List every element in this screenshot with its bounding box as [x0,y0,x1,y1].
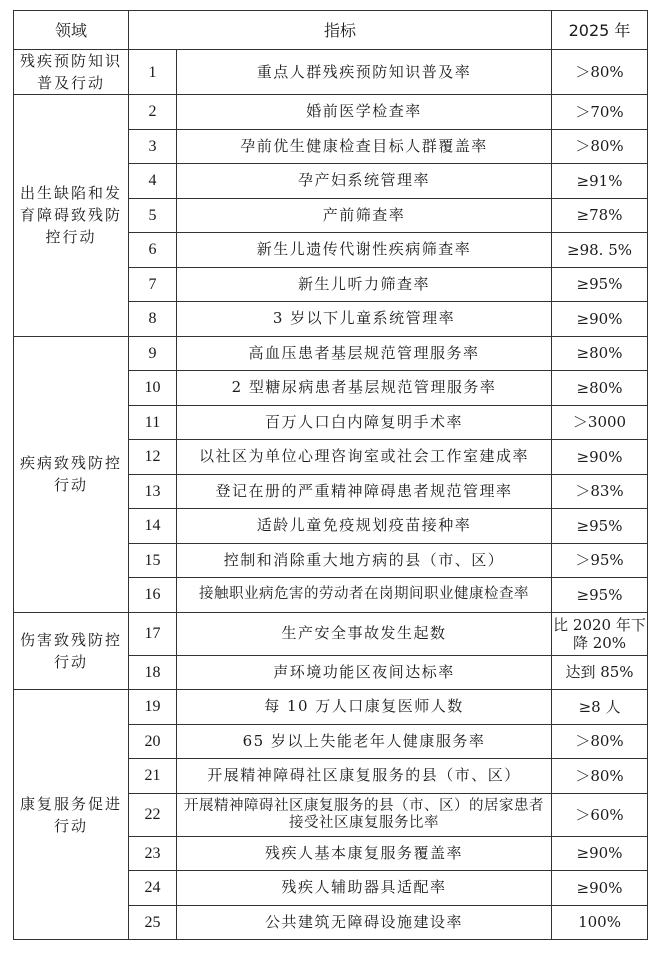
table-header-row [14,11,648,50]
target-value: ≥8 人 [552,690,648,725]
indicator-number: 8 [129,302,177,337]
indicator-number: 5 [129,198,177,233]
area-cell: 康复服务促进行动 [14,690,129,940]
table-row [14,336,648,371]
target-value: ≥78% [552,198,648,233]
target-value: ＞95% [552,543,648,578]
indicator-number: 19 [129,690,177,725]
indicator-number: 21 [129,759,177,794]
target-value: ＞70% [552,95,648,130]
indicator-name: 残疾人基本康复服务覆盖率 [177,836,552,871]
indicator-name: 孕产妇系统管理率 [177,164,552,199]
indicator-number: 18 [129,655,177,690]
indicator-number: 6 [129,233,177,268]
indicator-name: 重点人群残疾预防知识普及率 [177,50,552,95]
indicator-number: 12 [129,440,177,475]
target-value: ≥95% [552,509,648,544]
indicator-name: 百万人口白内障复明手术率 [177,405,552,440]
target-value: 100% [552,905,648,940]
indicator-name: 控制和消除重大地方病的县（市、区） [177,543,552,578]
indicator-number: 16 [129,578,177,613]
target-value: ≥91% [552,164,648,199]
table-row [14,95,648,130]
indicator-name: 新生儿听力筛查率 [177,267,552,302]
target-value: ≥90% [552,871,648,906]
area-cell: 疾病致残防控行动 [14,336,129,612]
target-value: ＞80% [552,129,648,164]
target-value: ≥95% [552,267,648,302]
target-value: ＞83% [552,474,648,509]
indicator-number: 13 [129,474,177,509]
indicator-name: 65 岁以上失能老年人健康服务率 [177,724,552,759]
table-body [14,50,648,940]
indicator-table-container [13,10,648,940]
indicator-number: 2 [129,95,177,130]
target-value: ＞60% [552,793,648,836]
indicator-name: 残疾人辅助器具适配率 [177,871,552,906]
indicator-name: 适龄儿童免疫规划疫苗接种率 [177,509,552,544]
indicator-number: 4 [129,164,177,199]
target-value: ≥98. 5% [552,233,648,268]
indicator-number: 17 [129,612,177,655]
indicator-name: 以社区为单位心理咨询室或社会工作室建成率 [177,440,552,475]
indicator-number: 10 [129,371,177,406]
table-row [14,612,648,655]
target-value: 达到 85% [552,655,648,690]
indicator-table [13,10,648,940]
indicator-number: 9 [129,336,177,371]
indicator-name: 3 岁以下儿童系统管理率 [177,302,552,337]
indicator-number: 3 [129,129,177,164]
indicator-name: 孕前优生健康检查目标人群覆盖率 [177,129,552,164]
indicator-name: 婚前医学检查率 [177,95,552,130]
target-value: ＞80% [552,724,648,759]
indicator-number: 14 [129,509,177,544]
header-indicator: 指标 [129,11,552,50]
target-value: ＞80% [552,50,648,95]
target-value: ≥90% [552,836,648,871]
target-value: ＞3000 [552,405,648,440]
target-value: ＞80% [552,759,648,794]
indicator-number: 7 [129,267,177,302]
indicator-number: 20 [129,724,177,759]
indicator-name: 公共建筑无障碍设施建设率 [177,905,552,940]
indicator-number: 1 [129,50,177,95]
indicator-name: 高血压患者基层规范管理服务率 [177,336,552,371]
indicator-name: 接触职业病危害的劳动者在岗期间职业健康检查率 [177,578,552,613]
indicator-name: 每 10 万人口康复医师人数 [177,690,552,725]
target-value: ≥95% [552,578,648,613]
target-value: ≥90% [552,440,648,475]
target-value: ≥80% [552,336,648,371]
indicator-number: 24 [129,871,177,906]
indicator-number: 25 [129,905,177,940]
header-target: 2025 年 [552,11,648,50]
indicator-number: 11 [129,405,177,440]
area-cell: 残疾预防知识普及行动 [14,50,129,95]
indicator-name: 新生儿遗传代谢性疾病筛查率 [177,233,552,268]
area-cell: 出生缺陷和发育障碍致残防控行动 [14,95,129,337]
indicator-name: 登记在册的严重精神障碍患者规范管理率 [177,474,552,509]
indicator-number: 23 [129,836,177,871]
header-area: 领域 [14,11,129,50]
target-value: ≥90% [552,302,648,337]
target-value: ≥80% [552,371,648,406]
indicator-name: 2 型糖尿病患者基层规范管理服务率 [177,371,552,406]
indicator-name: 产前筛查率 [177,198,552,233]
area-cell: 伤害致残防控行动 [14,612,129,690]
table-row [14,50,648,95]
target-value: 比 2020 年下降 20% [552,612,648,655]
indicator-name: 声环境功能区夜间达标率 [177,655,552,690]
indicator-number: 22 [129,793,177,836]
table-row [14,690,648,725]
indicator-name: 开展精神障碍社区康复服务的县（市、区）的居家患者接受社区康复服务比率 [177,793,552,836]
indicator-number: 15 [129,543,177,578]
indicator-name: 开展精神障碍社区康复服务的县（市、区） [177,759,552,794]
indicator-name: 生产安全事故发生起数 [177,612,552,655]
